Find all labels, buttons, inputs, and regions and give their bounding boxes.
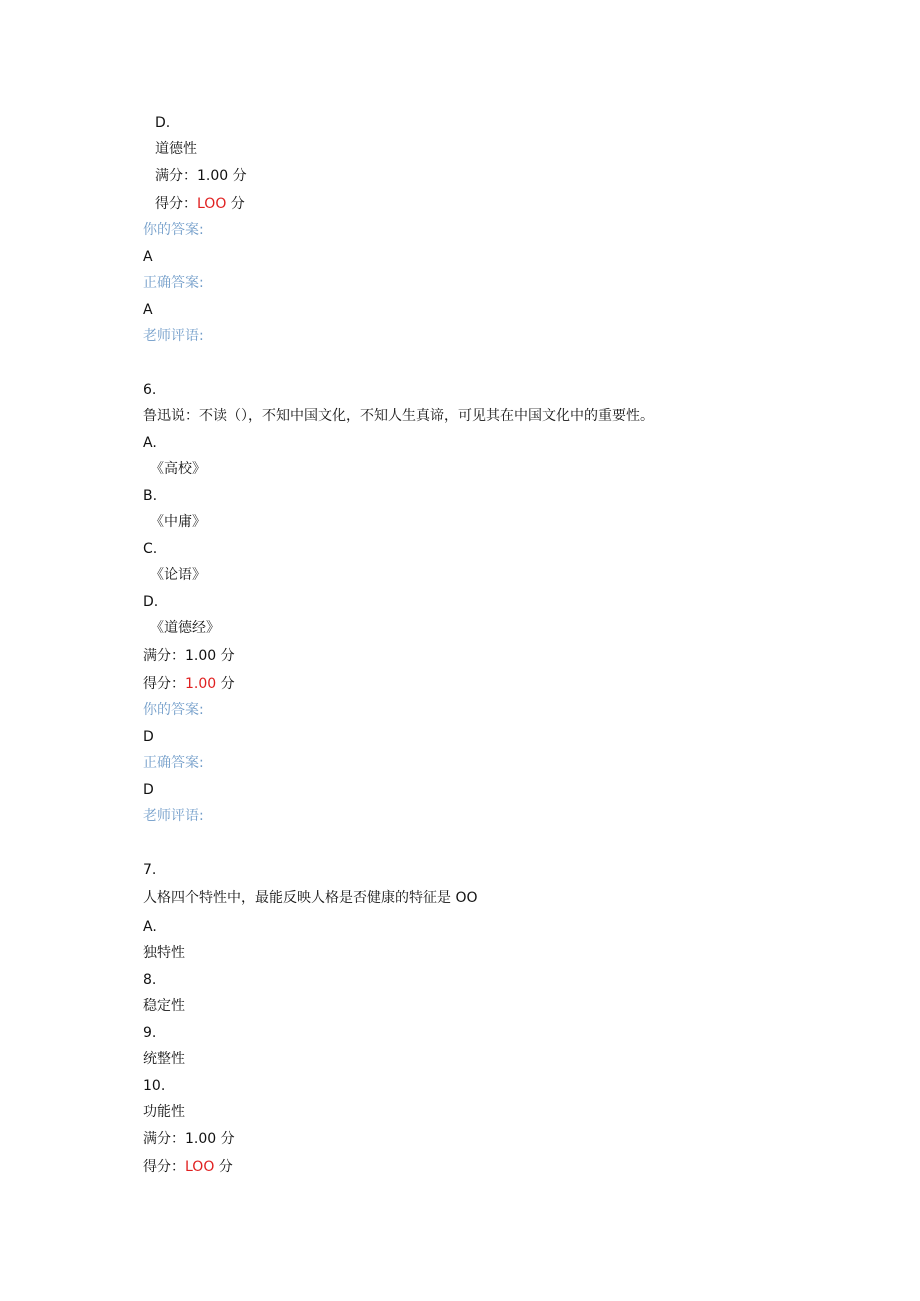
q6-option-b-letter: B. bbox=[143, 488, 158, 504]
q7-score-prefix: 得分： bbox=[143, 1159, 185, 1175]
q6-score-suffix: 分 bbox=[216, 676, 235, 692]
q5-correct-answer: A bbox=[143, 302, 153, 318]
q5-full-score: 满分：1.00 分 bbox=[155, 168, 247, 184]
q6-your-answer: D bbox=[143, 729, 154, 745]
q6-option-d-letter: D. bbox=[143, 594, 159, 610]
q5-option-d-text: 道德性 bbox=[155, 141, 197, 157]
q6-number: 6. bbox=[143, 382, 157, 398]
q6-teacher-comment-label: 老师评语: bbox=[143, 808, 204, 824]
q6-your-answer-label: 你的答案: bbox=[143, 702, 204, 718]
q7-option-1-letter: A. bbox=[143, 919, 157, 935]
q6-score-value: 1.00 bbox=[185, 676, 217, 692]
q6-correct-answer: D bbox=[143, 782, 154, 798]
q7-full-score: 满分：1.00 分 bbox=[143, 1131, 235, 1147]
q7-number: 7. bbox=[143, 862, 157, 878]
q5-teacher-comment-label: 老师评语: bbox=[143, 328, 204, 344]
q7-option-1-text: 独特性 bbox=[143, 945, 185, 961]
q6-option-d-text: 《道德经》 bbox=[150, 620, 220, 636]
q5-score bbox=[155, 194, 245, 214]
q6-option-a-letter: A. bbox=[143, 435, 157, 451]
q5-score-suffix: 分 bbox=[226, 196, 245, 212]
q7-score-value: LOO bbox=[185, 1159, 215, 1175]
q6-question: 鲁迅说：不读（），不知中国文化，不知人生真谛，可见其在中国文化中的重要性。 bbox=[143, 408, 654, 424]
q7-option-4-letter: 10. bbox=[143, 1078, 166, 1094]
q7-score bbox=[143, 1157, 233, 1177]
q7-option-4-text: 功能性 bbox=[143, 1104, 185, 1120]
q7-question: 人格四个特性中，最能反映人格是否健康的特征是 OO bbox=[143, 890, 478, 906]
q5-your-answer-label: 你的答案: bbox=[143, 222, 204, 238]
q5-correct-answer-label: 正确答案: bbox=[143, 275, 204, 291]
q6-score bbox=[143, 674, 235, 694]
q6-score-prefix: 得分： bbox=[143, 676, 185, 692]
q6-option-c-letter: C. bbox=[143, 541, 158, 557]
q7-option-3-letter: 9. bbox=[143, 1025, 157, 1041]
q5-score-prefix: 得分： bbox=[155, 196, 197, 212]
q5-option-d-letter: D. bbox=[155, 115, 171, 131]
q5-your-answer: A bbox=[143, 249, 153, 265]
q6-option-a-text: 《高校》 bbox=[150, 461, 206, 477]
q7-option-2-text: 稳定性 bbox=[143, 998, 185, 1014]
q6-option-c-text: 《论语》 bbox=[150, 567, 206, 583]
q6-correct-answer-label: 正确答案: bbox=[143, 755, 204, 771]
q7-option-2-letter: 8. bbox=[143, 972, 157, 988]
q6-full-score: 满分：1.00 分 bbox=[143, 648, 235, 664]
q7-score-suffix: 分 bbox=[214, 1159, 233, 1175]
q6-option-b-text: 《中庸》 bbox=[150, 514, 206, 530]
q5-score-value: LOO bbox=[197, 196, 227, 212]
q7-option-3-text: 统整性 bbox=[143, 1051, 185, 1067]
